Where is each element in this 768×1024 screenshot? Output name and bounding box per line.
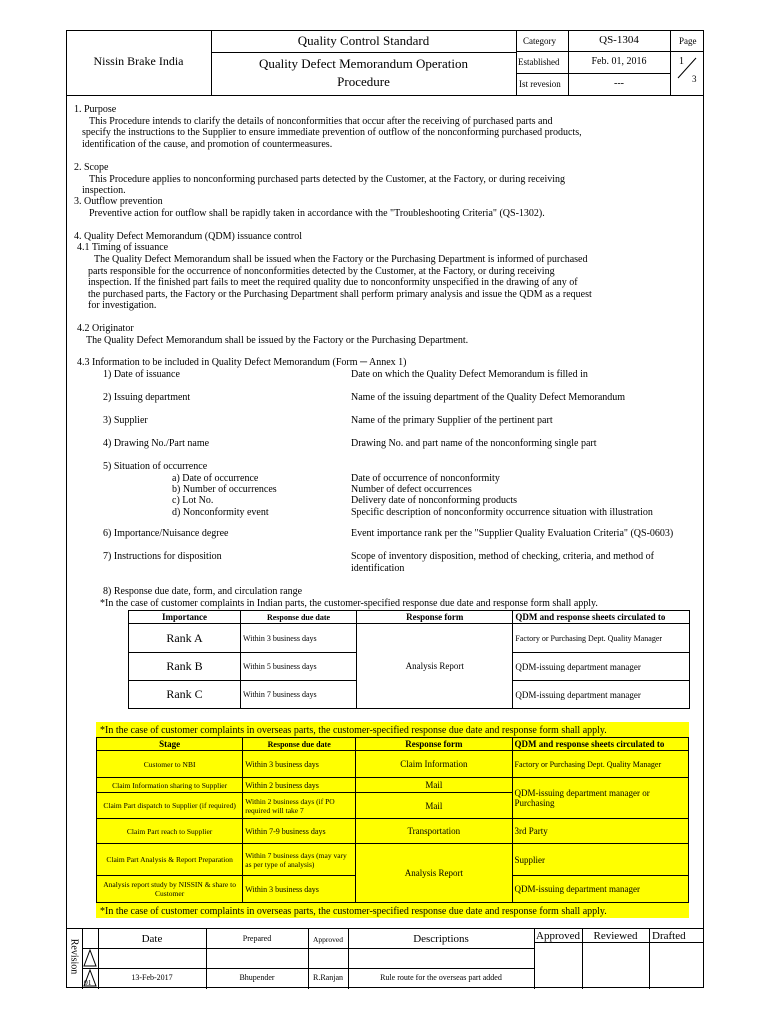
drafted-header: Drafted <box>652 930 686 942</box>
subitem-c-desc: Delivery date of nonconforming products <box>351 495 518 506</box>
subitem-b-desc: Number of defect occurrences <box>351 484 472 495</box>
doc-title: Quality Defect Memorandum Operation Procedure <box>258 56 468 89</box>
t2-circ-1: Factory or Purchasing Dept. Quality Manager <box>512 751 689 778</box>
page-label: Page <box>679 36 697 46</box>
item-5-label: 5) Situation of occurrence <box>103 461 208 472</box>
response-table-overseas <box>96 737 689 903</box>
prepared-by: Bhupender <box>239 973 275 982</box>
revision-vertical-label: Revision <box>68 938 80 975</box>
t1-rank-c: Rank C <box>129 681 241 709</box>
item-6-desc: Event importance rank per the "Supplier Quality Evaluation Criteria" (QS-0603) <box>351 528 674 539</box>
t1-circ-b: QDM-issuing department manager <box>513 653 690 681</box>
item-3-desc: Name of the primary Supplier of the pertinent part <box>351 415 553 426</box>
purpose-line-3: identification of the cause, and promotion of countermeasures. <box>82 139 333 150</box>
subitem-b-label: b) Number of occurrences <box>172 484 277 495</box>
item-7-desc-2: identification <box>351 563 405 574</box>
t2-header-due: Response due date <box>243 738 356 751</box>
subitem-c-label: c) Lot No. <box>172 495 214 506</box>
outflow-line-1: Preventive action for outflow shall be rapidly taken in accordance with the "Troubleshooting Criteria" (QS-1302). <box>89 208 545 219</box>
t1-header-due: Response due date <box>240 611 356 624</box>
descriptions-header: Descriptions <box>413 933 469 945</box>
t2-form-4: Transportation <box>356 819 512 844</box>
t2-form-2: Mail <box>356 778 512 793</box>
approved-by: R.Ranjan <box>313 973 343 982</box>
t2-stage-1: Customer to NBI <box>97 751 243 778</box>
note-overseas: *In the case of customer complaints in overseas parts, the customer-specified response due date and response form shall apply. <box>100 725 607 736</box>
t1-due-b: Within 5 business days <box>240 653 356 681</box>
subitem-a-label: a) Date of occurrence <box>172 473 259 484</box>
qdm-heading: 4. Quality Defect Memorandum (QDM) issuance control <box>74 231 302 242</box>
t2-due-1: Within 3 business days <box>243 751 356 778</box>
item-6-label: 6) Importance/Nuisance degree <box>103 528 229 539</box>
approved-sign-header: Approved <box>536 930 580 942</box>
table-row <box>97 844 689 876</box>
t2-due-5: Within 7 business days (may vary as per type of analysis) <box>243 844 356 876</box>
t2-header-stage: Stage <box>97 738 243 751</box>
date-header: Date <box>141 933 163 945</box>
t2-due-3: Within 2 business days (if PO required will take 7 <box>243 793 356 819</box>
item-4-desc: Drawing No. and part name of the nonconforming single part <box>351 438 597 449</box>
t1-header-circulated: QDM and response sheets circulated to <box>513 611 690 624</box>
t2-due-4: Within 7-9 business days <box>243 819 356 844</box>
purpose-line-1: This Procedure intends to clarify the details of nonconformities that occur after the receiving of purchased parts and <box>89 116 553 127</box>
originator-line-1: The Quality Defect Memorandum shall be issued by the Factory or the Purchasing Department. <box>86 335 469 346</box>
outflow-heading: 3. Outflow prevention <box>74 196 163 207</box>
company-name: Nissin Brake India <box>93 54 184 68</box>
t1-header-importance: Importance <box>129 611 241 624</box>
established-value: Feb. 01, 2016 <box>591 56 647 67</box>
established-label: Established <box>518 57 560 67</box>
response-table-indian <box>128 610 690 709</box>
t2-header-form: Response form <box>356 738 512 751</box>
timing-line-5: for investigation. <box>88 300 157 311</box>
item-8-label: 8) Response due date, form, and circulation range <box>103 586 303 597</box>
revision-number: 01 <box>84 978 92 987</box>
t2-form-3: Mail <box>356 793 512 819</box>
t1-rank-a: Rank A <box>129 624 241 653</box>
t2-circ-4: 3rd Party <box>512 819 689 844</box>
originator-heading: 4.2 Originator <box>77 323 134 334</box>
revision-label: Ist revesion <box>519 79 561 89</box>
t2-stage-6: Analysis report study by NISSIN & share to Customer <box>97 876 243 903</box>
reviewed-header: Reviewed <box>593 930 638 942</box>
scope-line-2: inspection. <box>82 185 126 196</box>
note-indian: *In the case of customer complaints in Indian parts, the customer-specified response due date and response form shall apply. <box>100 598 598 609</box>
t1-due-c: Within 7 business days <box>240 681 356 709</box>
standard-label: Quality Control Standard <box>297 33 430 48</box>
item-7-desc: Scope of inventory disposition, method of checking, criteria, and method of <box>351 551 654 562</box>
purpose-line-2: specify the instructions to the Supplier to ensure immediate prevention of outflow of the nonconforming purchased products, <box>82 127 582 138</box>
table-row <box>97 778 689 793</box>
item-1-label: 1) Date of issuance <box>103 369 180 380</box>
timing-heading: 4.1 Timing of issuance <box>77 242 169 253</box>
page-number: 1 <box>679 56 684 67</box>
revision-value: --- <box>614 78 624 89</box>
t1-circ-c: QDM-issuing department manager <box>513 681 690 709</box>
t2-header-circulated: QDM and response sheets circulated to <box>512 738 689 751</box>
t2-circ-23: QDM-issuing department manager or Purchasing <box>512 778 689 819</box>
scope-heading: 2. Scope <box>74 162 109 173</box>
prepared-header: Prepared <box>242 934 272 943</box>
t1-form: Analysis Report <box>357 624 513 709</box>
category-label: Category <box>523 36 556 46</box>
table-row <box>97 751 689 778</box>
revision-description: Rule route for the overseas part added <box>380 973 502 982</box>
item-4-label: 4) Drawing No./Part name <box>103 438 210 449</box>
timing-line-4: the purchased parts, the Factory or the Purchasing Department shall perform primary analysis and issue the QDM as a request <box>88 289 592 300</box>
revision-triangle-icon <box>83 949 97 967</box>
t2-stage-5: Claim Part Analysis & Report Preparation <box>97 844 243 876</box>
item-7-label: 7) Instructions for disposition <box>103 551 222 562</box>
revision-footer <box>66 928 704 989</box>
t2-stage-3: Claim Part dispatch to Supplier (if required) <box>97 793 243 819</box>
t2-due-2: Within 2 business days <box>243 778 356 793</box>
scope-line-1: This Procedure applies to nonconforming purchased parts detected by the Customer, at the Factory, or during receiving <box>89 174 566 185</box>
item-2-label: 2) Issuing department <box>103 392 191 403</box>
category-value: QS-1304 <box>599 34 639 46</box>
t2-due-6: Within 3 business days <box>243 876 356 903</box>
subitem-a-desc: Date of occurrence of nonconformity <box>351 473 500 484</box>
table-row <box>129 624 690 653</box>
note-overseas-2: *In the case of customer complaints in overseas parts, the customer-specified response due date and response form shall apply. <box>100 906 607 917</box>
t1-circ-a: Factory or Purchasing Dept. Quality Manager <box>513 624 690 653</box>
subitem-d-label: d) Nonconformity event <box>172 507 269 518</box>
timing-line-2: parts responsible for the occurrence of nonconformities detected by the Customer, at the Factory, or during receiving <box>88 266 555 277</box>
t1-header-form: Response form <box>357 611 513 624</box>
item-2-desc: Name of the issuing department of the Quality Defect Memorandum <box>351 392 626 403</box>
purpose-heading: 1. Purpose <box>74 104 117 115</box>
t1-rank-b: Rank B <box>129 653 241 681</box>
t2-stage-4: Claim Part reach to Supplier <box>97 819 243 844</box>
t2-form-56: Analysis Report <box>356 844 512 903</box>
t2-form-1: Claim Information <box>356 751 512 778</box>
info-heading: 4.3 Information to be included in Quality Defect Memorandum (Form ─ Annex 1) <box>77 357 407 368</box>
table-row <box>97 819 689 844</box>
page-total: 3 <box>692 74 697 84</box>
item-1-desc: Date on which the Quality Defect Memorandum is filled in <box>351 369 588 380</box>
t2-circ-5: Supplier <box>512 844 689 876</box>
timing-line-3: inspection. If the finished part fails to meet the required quality due to nonconformity unspecified in the drawing of any of <box>88 277 578 288</box>
approved-header: Approved <box>313 935 343 944</box>
t2-circ-6: QDM-issuing department manager <box>512 876 689 903</box>
timing-line-1: The Quality Defect Memorandum shall be issued when the Factory or the Purchasing Department is informed of purchased <box>94 254 588 265</box>
t2-stage-2: Claim Information sharing to Supplier <box>97 778 243 793</box>
item-3-label: 3) Supplier <box>103 415 148 426</box>
subitem-d-desc: Specific description of nonconformity occurrence situation with illustration <box>351 507 653 518</box>
t1-due-a: Within 3 business days <box>240 624 356 653</box>
revision-date: 13-Feb-2017 <box>131 973 173 982</box>
